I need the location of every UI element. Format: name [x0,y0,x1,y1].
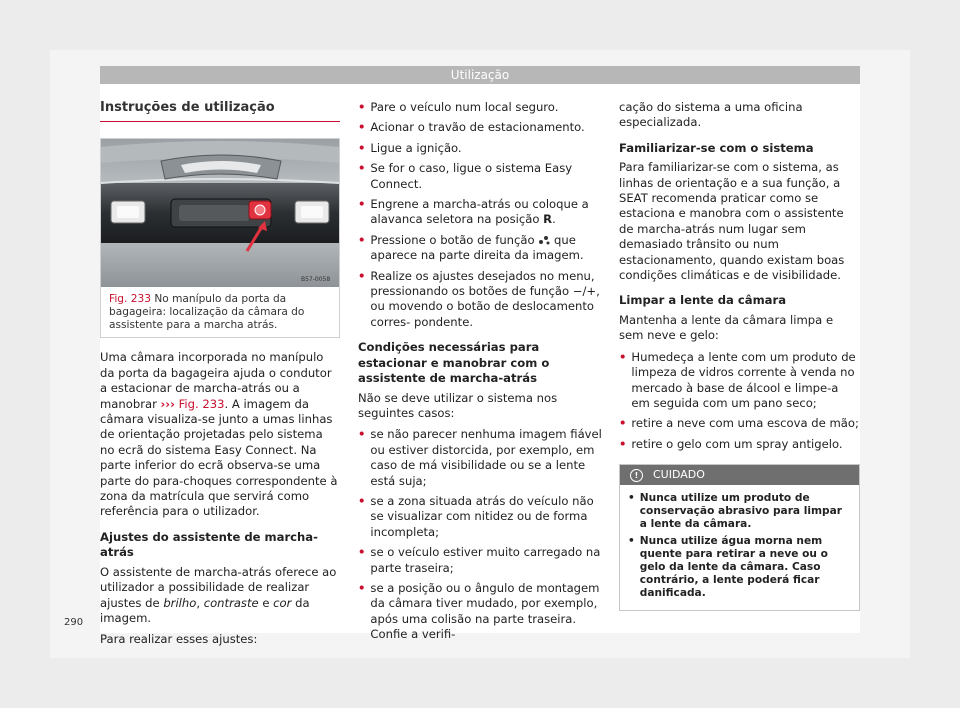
list-item: • Nunca utilize água morna nem quente para retirar a neve ou o gelo da lente da câmara. Caso contrário, a lente poderá ficar danificada. [628,535,828,600]
conditions-subheading: Condições necessárias para estacionar e manobrar com o assistente de marcha-atrás [358,340,550,386]
intro-paragraph [100,350,340,519]
figure-caption-ref: Fig. 233 [109,293,151,306]
figure-code: B57-0058 [301,276,331,284]
list-item: • Humedeça a lente com um produto de limpeza de vidros corrente à venda no mercado à base de álcool e limpe-a em seguida com um pano seco; [619,349,856,410]
list-item: • retire a neve com uma escova de mão; [619,416,859,431]
figure-233 [100,138,340,338]
adjust-subheading: Ajustes do assistente de marcha-atrás [100,529,318,560]
caution-title: CUIDADO [653,468,705,482]
gear-position-r: R [543,212,553,227]
adjust-brilho: brilho [163,595,197,610]
settings-function-icon [538,235,550,245]
figure-caption-text: No manípulo da porta da bagageira: localização da câmara do assistente para a marcha atrás. [109,293,305,331]
intro-text: Uma câmara incorporada no manípulo da porta da bagageira ajuda o condutor a estacionar de marcha-atrás ou a manobrar [100,350,332,411]
middle-column [358,100,602,648]
list-item: • Pressione o botão de função que aparece na parte direita da imagem. [358,232,584,263]
adjust-e: e [262,595,270,610]
figure-caption [101,287,339,331]
list-item: • se o veículo estiver muito carregado na parte traseira; [358,545,601,575]
list-item: • se a posição ou o ângulo de montagem da câmara tiver mudado, por exemplo, após uma colisão na parte traseira. Confie a verifi- [358,580,600,642]
list-item: • Pare o veículo num local seguro. [358,100,559,114]
list-item: • se não parecer nenhuma imagem fiável ou estiver distorcida, por exemplo, em caso de má visibilidade ou se a lente está suja; [358,427,602,488]
cross-ref-arrows: ››› [160,396,175,411]
page-number: 290 [64,617,84,628]
adjust-text: O assistente de marcha-atrás oferece ao utilizador a possibilidade de realizar ajustes de [100,564,337,610]
list-item: • Nunca utilize um produto de conservação abrasivo para limpar a lente da câmara. [628,492,843,531]
list-item: • se a zona situada atrás do veículo não se visualizar com nitidez ou de forma incompleta; [358,493,594,539]
right-column [619,100,860,611]
adjust-text-end: da imagem. [100,595,310,625]
familiar-paragraph: Para familiarizar-se com o sistema, as linhas de orientação e a sua função, a SEAT recomenda praticar como se estaciona e manobra com o assistente de marcha-atrás num lugar sem demasiado trânsito ou num estacionamento, quando existam boas condições climáticas e de visibilidade. [619,160,845,283]
adjust-cor: cor [273,595,292,610]
list-item: • Engrene a marcha-atrás ou coloque a alavanca seletora na posição R. [358,197,589,227]
chapter-header: Utilização [100,66,860,84]
caution-header [620,465,859,485]
intro-text-continued: . A imagem da câmara visualiza-se junto a umas linhas de orientação projetadas pelo sistema no ecrã do sistema Easy Connect. Na parte inferior do ecrã observa-se uma parte do para-choques correspondente à zona da matrícula que servirá como referência para o utilizador. [100,396,338,519]
lens-subheading: Limpar a lente da câmara [619,293,787,308]
tailgate-handle-illustration [101,139,339,287]
adjust-contraste: contraste [203,595,259,610]
caution-box [619,464,860,611]
intro-fig-link[interactable]: Fig. 233 [178,396,225,411]
list-item: • Se for o caso, ligue o sistema Easy Connect. [358,161,573,191]
adjust-comma: , [196,595,201,610]
caution-body [620,485,859,610]
list-item: • retire o gelo com um spray antigelo. [619,436,843,451]
list-item: • Ligue a ignição. [358,140,462,155]
familiar-subheading: Familiarizar-se com o sistema [619,140,814,155]
section-title: Instruções de utilização [100,92,340,122]
adjust-steps-intro: Para realizar esses ajustes: [100,632,258,647]
adjust-paragraph [100,565,340,627]
lens-paragraph: Mantenha a lente da câmara limpa e sem neve e gelo: [619,312,834,343]
left-column [100,92,340,654]
list-item: • Realize os ajustes desejados no menu, pressionando os botões de função −/+, ou movendo o botão de deslocamento corres- pondente. [358,268,600,329]
warning-icon: ! [630,469,643,482]
conditions-intro: Não se deve utilizar o sistema nos seguintes casos: [358,390,558,420]
list-item: • Acionar o travão de estacionamento. [358,120,585,135]
continued-text: cação do sistema a uma oficina especializada. [619,100,803,130]
